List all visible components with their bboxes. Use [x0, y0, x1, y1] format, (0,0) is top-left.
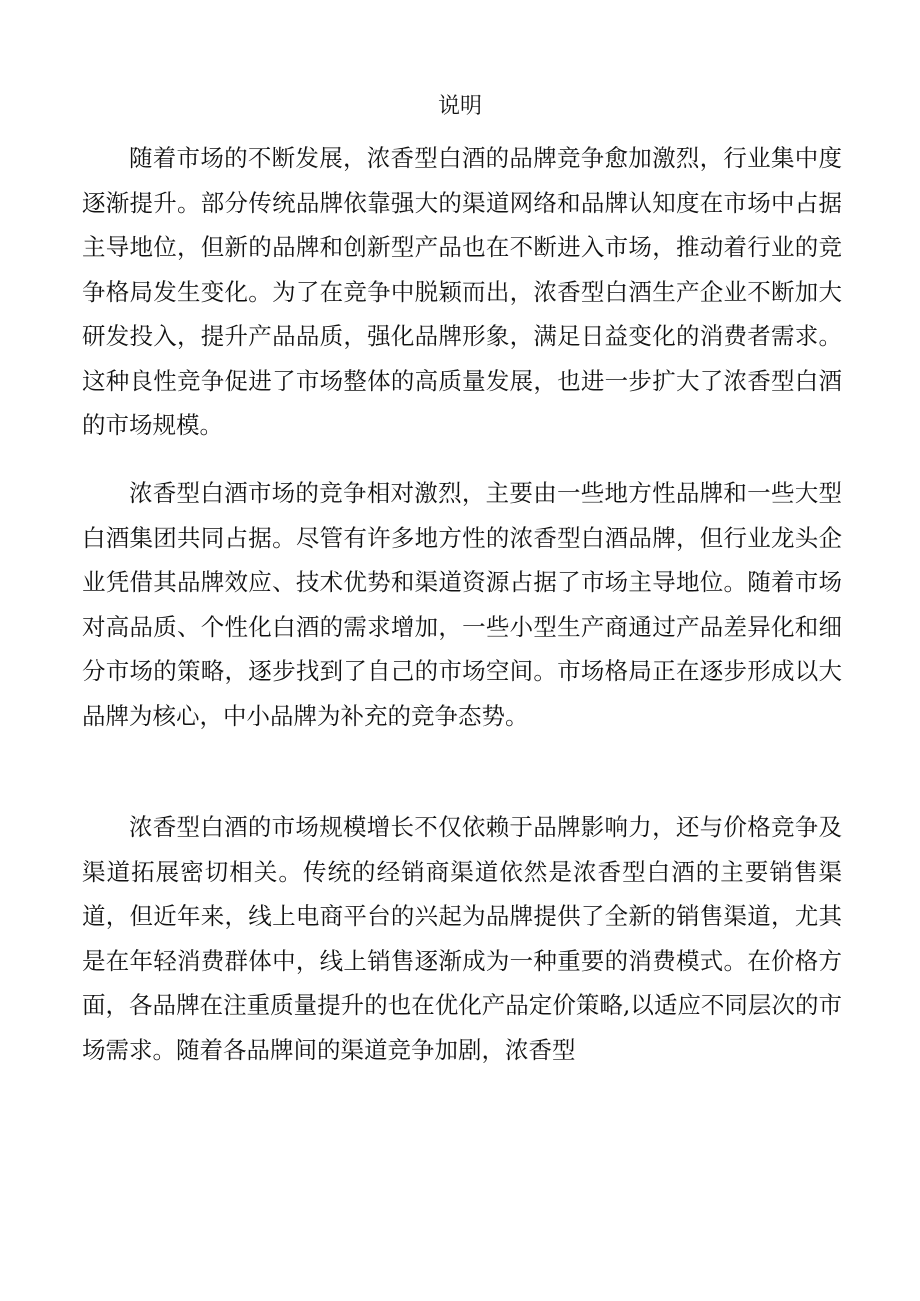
paragraph-3: 浓香型白酒的市场规模增长不仅依赖于品牌影响力，还与价格竞争及渠道拓展密切相关。传统的经销商渠道依然是浓香型白酒的主要销售渠道，但近年来，线上电商平台的兴起为品牌提供了全新的销售渠道，尤其是在年轻消费群体中，线上销售逐渐成为一种重要的消费模式。在价格方面，各品牌在注重质量提升的也在优化产品定价策略,以适应不同层次的市场需求。随着各品牌间的渠道竞争加剧，浓香型	[82, 813, 842, 1064]
page-title: 说明	[437, 94, 482, 119]
paragraph-2: 浓香型白酒市场的竞争相对激烈，主要由一些地方性品牌和一些大型白酒集团共同占据。尽管有许多地方性的浓香型白酒品牌，但行业龙头企业凭借其品牌效应、技术优势和渠道资源占据了市场主导地位。随着市场对高品质、个性化白酒的需求增加，一些小型生产商通过产品差异化和细分市场的策略，逐步找到了自己的市场空间。市场格局正在逐步形成以大品牌为核心，中小品牌为补充的竞争态势。	[82, 479, 842, 730]
paragraph-1: 随着市场的不断发展，浓香型白酒的品牌竞争愈加激烈，行业集中度逐渐提升。部分传统品牌依靠强大的渠道网络和品牌认知度在市场中占据主导地位，但新的品牌和创新型产品也在不断进入市场，推动着行业的竞争格局发生变化。为了在竞争中脱颖而出，浓香型白酒生产企业不断加大研发投入，提升产品品质，强化品牌形象，满足日益变化的消费者需求。这种良性竞争促进了市场整体的高质量发展，也进一步扩大了浓香型白酒的市场规模。	[82, 144, 842, 439]
